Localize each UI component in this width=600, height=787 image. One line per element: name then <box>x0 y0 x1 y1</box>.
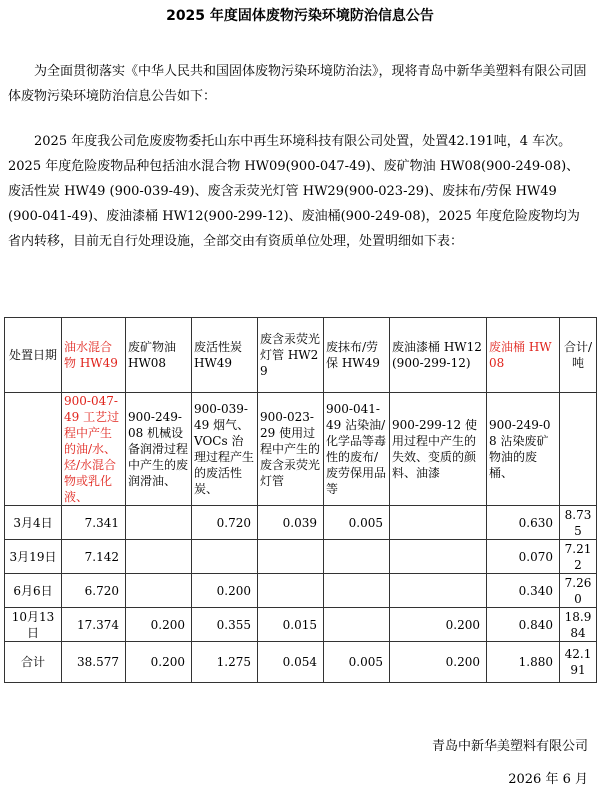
description-row-cell-8 <box>560 393 597 506</box>
description-row-cell-1: 900-047-49 工艺过程中产生的油/水、烃/水混合物或乳化液、 <box>62 393 126 506</box>
total-row-cell-8: 42.191 <box>560 642 597 683</box>
header-row-cell-6: 废油漆桶 HW12(900-299-12) <box>390 318 487 393</box>
table-row <box>5 506 597 540</box>
table-row-cell-1: 7.341 <box>62 506 126 540</box>
table-row-cell-4: 0.039 <box>258 506 324 540</box>
total-row-cell-5: 0.005 <box>324 642 390 683</box>
total-row-cell-4: 0.054 <box>258 642 324 683</box>
table-row-cell-0: 3月4日 <box>5 506 62 540</box>
table-row-cell-0: 3月19日 <box>5 540 62 574</box>
page-title: 2025 年度固体废物污染环境防治信息公告 <box>166 8 434 24</box>
intro-paragraph: 为全面贯彻落实《中华人民共和国固体废物污染环境防治法》，现将青岛中新华美塑料有限公司固体废物污染环境防治信息公告如下： <box>8 64 587 104</box>
table-row-cell-6 <box>390 506 487 540</box>
total-row-cell-0: 合计 <box>5 642 62 683</box>
header-row-cell-5: 废抹布/劳保 HW49 <box>324 318 390 393</box>
table-row-cell-5 <box>324 608 390 642</box>
total-row-cell-1: 38.577 <box>62 642 126 683</box>
table-row <box>5 574 597 608</box>
total-row-cell-7: 1.880 <box>487 642 560 683</box>
description-row-cell-5: 900-041-49 沾染油/化学品等毒性的废布/废劳保用品等 <box>324 393 390 506</box>
total-row-cell-2: 0.200 <box>126 642 192 683</box>
description-row <box>5 393 597 506</box>
table-row-cell-6 <box>390 574 487 608</box>
header-row <box>5 318 597 393</box>
table-row-cell-5: 0.005 <box>324 506 390 540</box>
table-row <box>5 540 597 574</box>
header-row-cell-1: 油水混合物 HW49 <box>62 318 126 393</box>
table-row-cell-8: 18.984 <box>560 608 597 642</box>
table-row-cell-2: 0.200 <box>126 608 192 642</box>
table-row-cell-1: 7.142 <box>62 540 126 574</box>
table-row-cell-7: 0.340 <box>487 574 560 608</box>
total-row-cell-3: 1.275 <box>192 642 258 683</box>
description-row-cell-7: 900-249-08 沾染废矿物油的废桶、 <box>487 393 560 506</box>
table-row-cell-4: 0.015 <box>258 608 324 642</box>
table-row-cell-8: 7.212 <box>560 540 597 574</box>
signature-date: 2026 年 6 月 <box>508 772 588 787</box>
header-row-cell-4: 废含汞荧光灯管 HW29 <box>258 318 324 393</box>
table-row-cell-7: 0.630 <box>487 506 560 540</box>
table-row-cell-4 <box>258 540 324 574</box>
table-row-cell-5 <box>324 540 390 574</box>
header-row-cell-0: 处置日期 <box>5 318 62 393</box>
table-row-cell-0: 10月13日 <box>5 608 62 642</box>
table-row-cell-6 <box>390 540 487 574</box>
total-row <box>5 642 597 683</box>
summary-paragraph: 2025 年度我公司危废废物委托山东中再生环境科技有限公司处置，处置42.191吨，4 车次。 2025 年度危险废物品种包括油水混合物 HW09(900-047-49)、废矿物油 HW08(900-249-08)、废活性炭 HW49 (900-039-49)、废含汞荧光灯管 HW29(900-023-29)、废抹布/劳保 HW49 (900-041-49)、废油漆桶 HW12(900-299-12)、废油桶(900-249-08)，2025 年度危险废物均为省内转移，目前无自行处理设施，全部交由有资质单位处理，处置明细如下表： <box>8 134 580 249</box>
table-row-cell-1: 6.720 <box>62 574 126 608</box>
table-row-cell-4 <box>258 574 324 608</box>
company-signature: 青岛中新华美塑料有限公司 <box>431 739 588 754</box>
total-row-cell-6: 0.200 <box>390 642 487 683</box>
table-row-cell-5 <box>324 574 390 608</box>
disposal-table <box>4 317 597 683</box>
table-row-cell-3: 0.200 <box>192 574 258 608</box>
description-row-cell-4: 900-023-29 使用过程中产生的废含汞荧光灯管 <box>258 393 324 506</box>
table-row-cell-3: 0.355 <box>192 608 258 642</box>
table-row-cell-0: 6月6日 <box>5 574 62 608</box>
description-row-cell-0 <box>5 393 62 506</box>
description-row-cell-6: 900-299-12 使用过程中产生的失效、变质的颜料、油漆 <box>390 393 487 506</box>
description-row-cell-3: 900-039-49 烟气、VOCs 治理过程产生的废活性炭、 <box>192 393 258 506</box>
table-row-cell-2 <box>126 574 192 608</box>
description-row-cell-2: 900-249-08 机械设备润滑过程中产生的废润滑油、 <box>126 393 192 506</box>
table-row-cell-2 <box>126 540 192 574</box>
table-row-cell-8: 8.735 <box>560 506 597 540</box>
table-row-cell-7: 0.840 <box>487 608 560 642</box>
table-row-cell-8: 7.260 <box>560 574 597 608</box>
table-row-cell-2 <box>126 506 192 540</box>
table-row-cell-6: 0.200 <box>390 608 487 642</box>
header-row-cell-7: 废油桶 HW08 <box>487 318 560 393</box>
table-row-cell-3 <box>192 540 258 574</box>
table-row-cell-7: 0.070 <box>487 540 560 574</box>
header-row-cell-8: 合计/吨 <box>560 318 597 393</box>
header-row-cell-3: 废活性炭 HW49 <box>192 318 258 393</box>
table-row-cell-3: 0.720 <box>192 506 258 540</box>
table-row-cell-1: 17.374 <box>62 608 126 642</box>
table-row <box>5 608 597 642</box>
header-row-cell-2: 废矿物油 HW08 <box>126 318 192 393</box>
